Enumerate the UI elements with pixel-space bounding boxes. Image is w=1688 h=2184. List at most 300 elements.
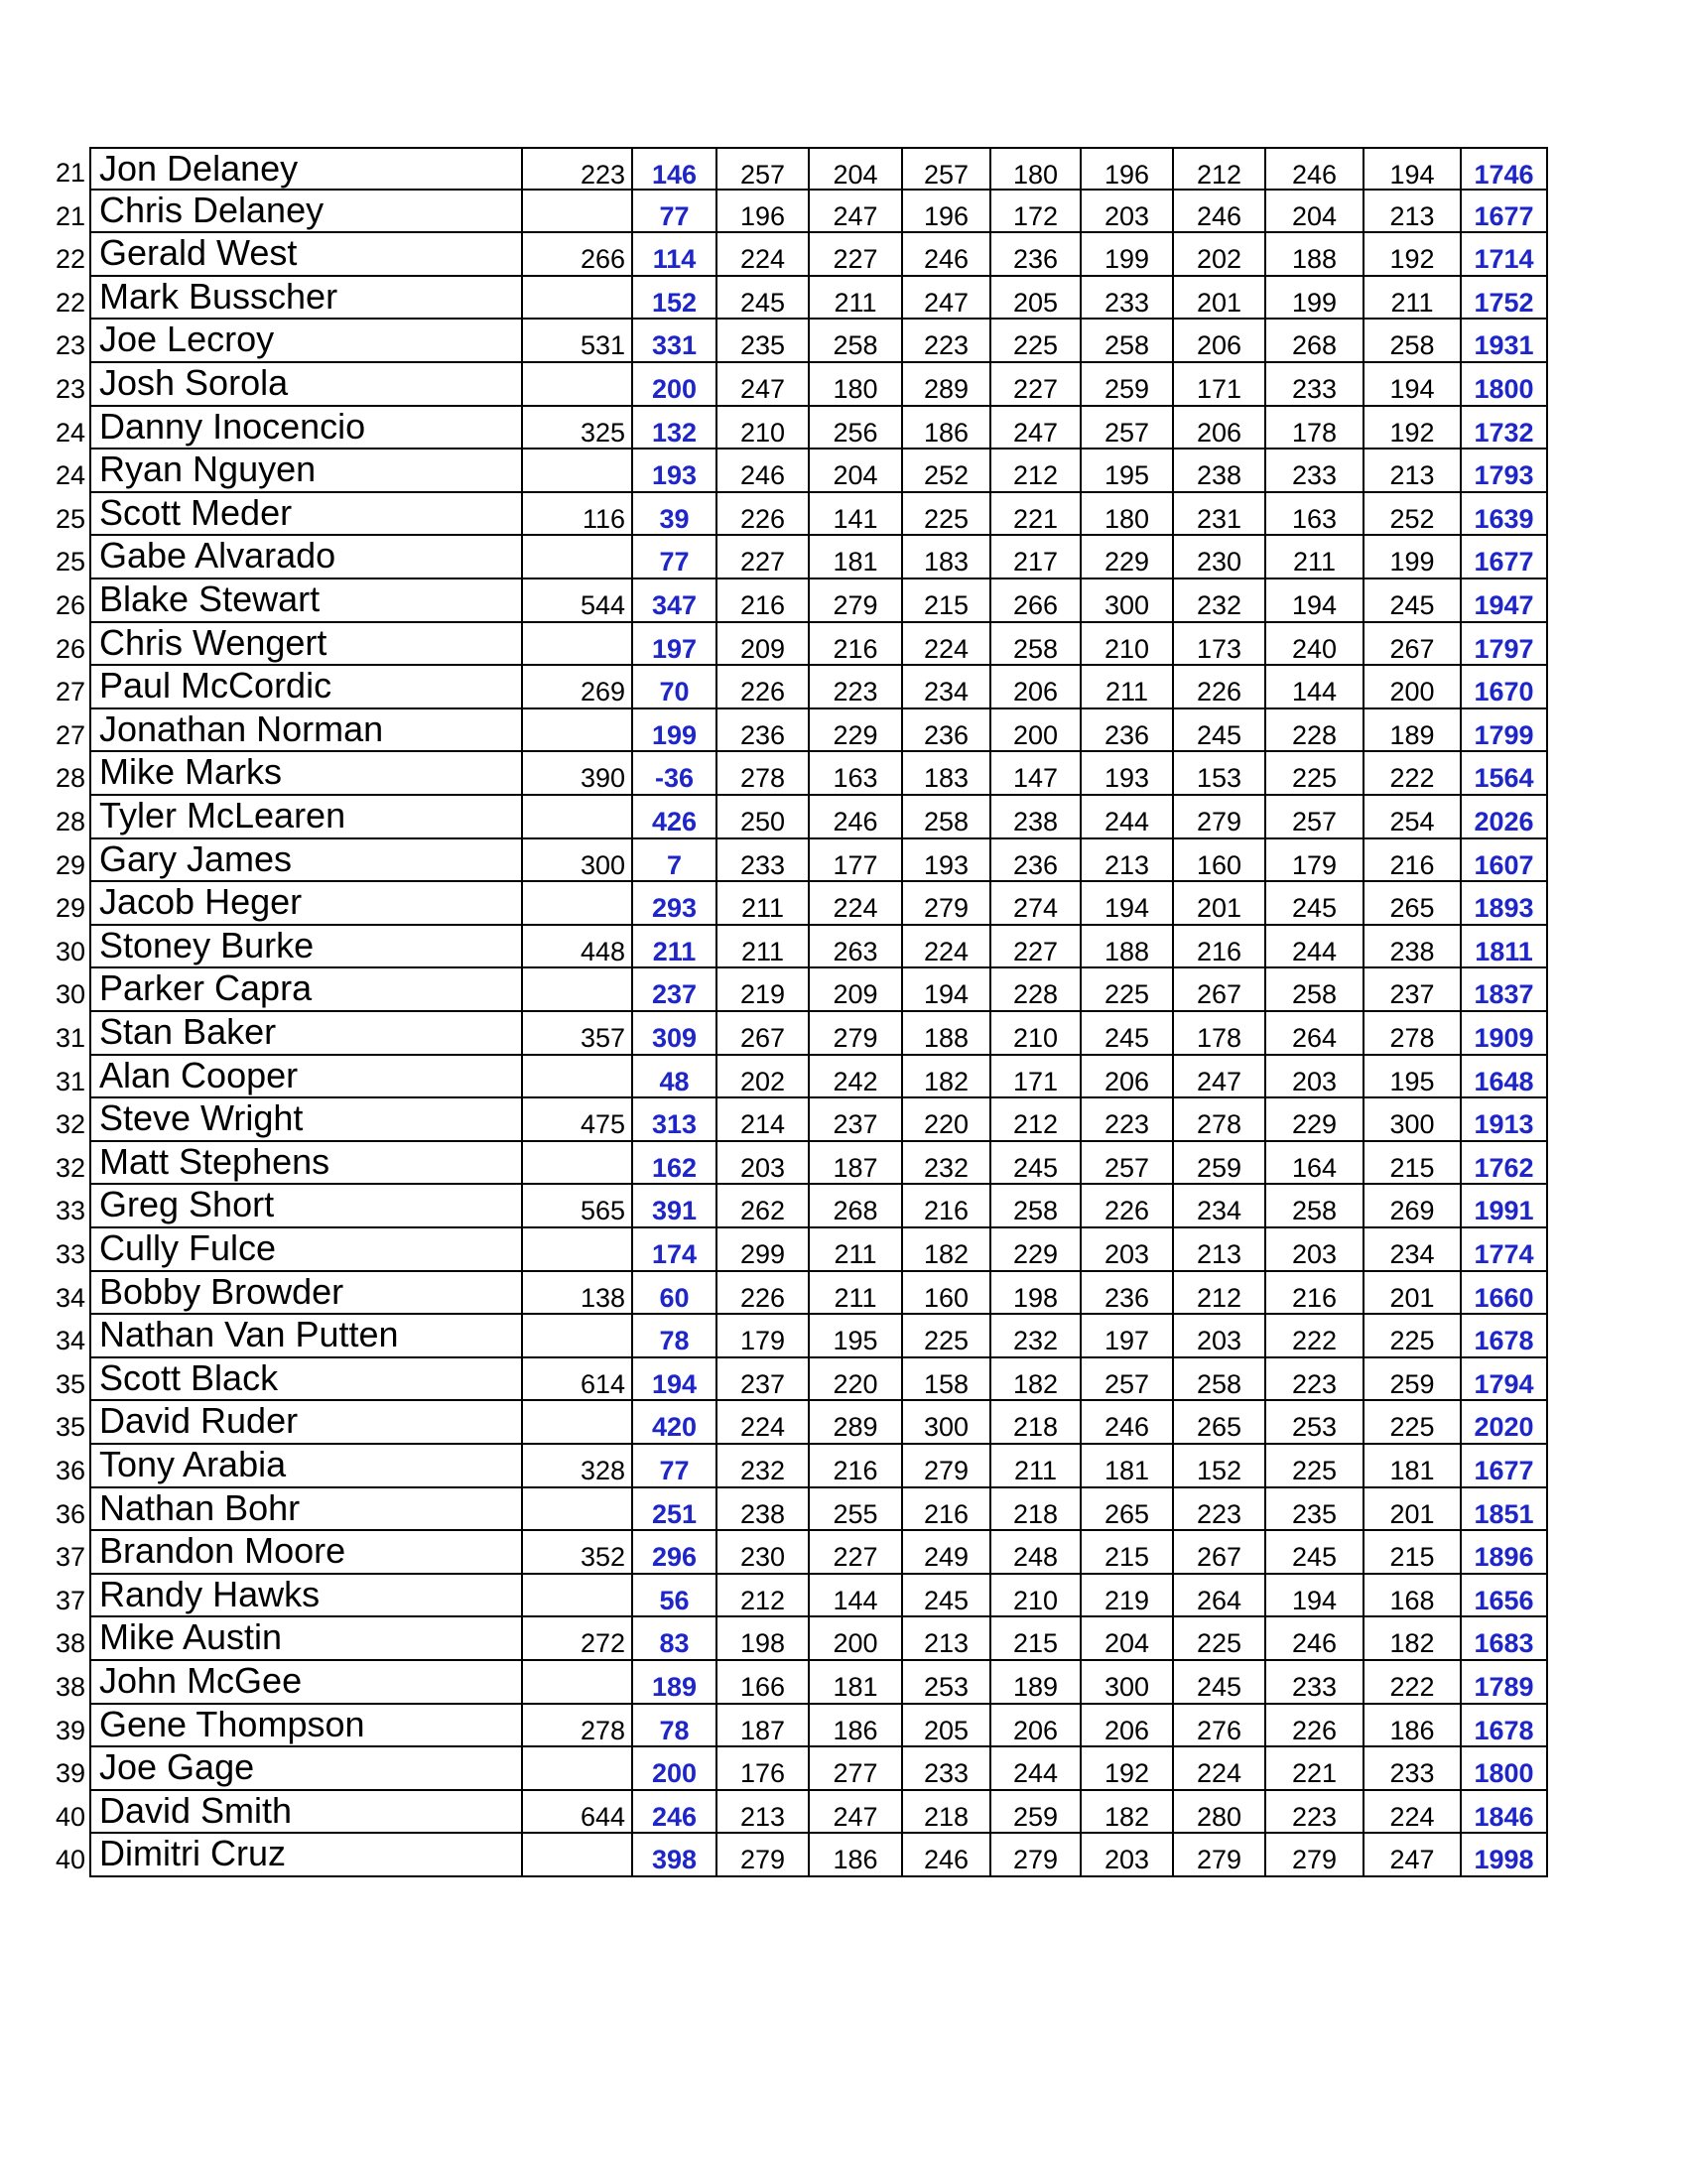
game-score-cell: 209 — [810, 968, 903, 1012]
handicap-cell: 146 — [633, 147, 717, 191]
bowler-name-cell: Joe Gage — [89, 1747, 523, 1791]
handicap-cell: 420 — [633, 1401, 717, 1445]
pair-score-cell: 328 — [523, 1445, 633, 1488]
total-cell: 1714 — [1462, 233, 1548, 277]
game-score-cell: 192 — [1364, 407, 1462, 450]
rank-cell: 21 — [55, 158, 85, 188]
game-score-cell: 245 — [991, 1142, 1082, 1186]
game-score-cell: 204 — [1266, 191, 1364, 234]
table-row — [0, 1056, 1548, 1099]
game-score-cell: 279 — [991, 1834, 1082, 1877]
game-score-cell: 186 — [810, 1834, 903, 1877]
rank-cell: 38 — [55, 1628, 85, 1659]
game-score-cell: 160 — [903, 1272, 991, 1316]
handicap-cell: 296 — [633, 1531, 717, 1575]
game-score-cell: 227 — [991, 363, 1082, 407]
bowler-name-cell: Gene Thompson — [89, 1705, 523, 1748]
table-row — [0, 579, 1548, 623]
game-score-cell: 236 — [991, 233, 1082, 277]
game-score-cell: 214 — [717, 1098, 810, 1142]
game-score-cell: 193 — [1082, 752, 1174, 796]
game-score-cell: 225 — [1174, 1617, 1266, 1661]
bowler-name-cell: Jonathan Norman — [89, 709, 523, 753]
game-score-cell: 268 — [1266, 320, 1364, 363]
game-score-cell: 218 — [903, 1791, 991, 1835]
total-cell: 1746 — [1462, 147, 1548, 191]
game-score-cell: 211 — [717, 882, 810, 926]
rank-cell: 36 — [55, 1456, 85, 1485]
bowler-name-cell: Nathan Bohr — [89, 1488, 523, 1532]
game-score-cell: 166 — [717, 1661, 810, 1705]
game-score-cell: 258 — [1266, 968, 1364, 1012]
game-score-cell: 267 — [1174, 968, 1266, 1012]
game-score-cell: 180 — [1082, 493, 1174, 537]
game-score-cell: 224 — [1364, 1791, 1462, 1835]
game-score-cell: 200 — [991, 709, 1082, 753]
game-score-cell: 246 — [1174, 191, 1266, 234]
game-score-cell: 225 — [1364, 1315, 1462, 1358]
game-score-cell: 258 — [1174, 1358, 1266, 1402]
game-score-cell: 244 — [1082, 796, 1174, 839]
bowler-name-cell: Stan Baker — [89, 1012, 523, 1056]
pair-score-cell — [523, 1228, 633, 1272]
game-score-cell: 250 — [717, 796, 810, 839]
game-score-cell: 176 — [717, 1747, 810, 1791]
bowler-name-cell: Joe Lecroy — [89, 320, 523, 363]
table-row — [0, 407, 1548, 450]
game-score-cell: 242 — [810, 1056, 903, 1099]
game-score-cell: 222 — [1364, 752, 1462, 796]
pair-score-cell: 565 — [523, 1185, 633, 1228]
table-row — [0, 926, 1548, 969]
pair-score-cell — [523, 1142, 633, 1186]
game-score-cell: 202 — [717, 1056, 810, 1099]
total-cell: 2026 — [1462, 796, 1548, 839]
table-row — [0, 1834, 1548, 1877]
game-score-cell: 202 — [1174, 233, 1266, 277]
pair-score-cell: 531 — [523, 320, 633, 363]
table-row — [0, 147, 1548, 191]
game-score-cell: 221 — [991, 493, 1082, 537]
game-score-cell: 234 — [1364, 1228, 1462, 1272]
rank-cell: 27 — [55, 677, 85, 707]
game-score-cell: 247 — [1364, 1834, 1462, 1877]
game-score-cell: 201 — [1174, 277, 1266, 321]
game-score-cell: 216 — [810, 1445, 903, 1488]
game-score-cell: 228 — [991, 968, 1082, 1012]
game-score-cell: 230 — [717, 1531, 810, 1575]
game-score-cell: 216 — [1364, 839, 1462, 883]
bowler-name-cell: Jacob Heger — [89, 882, 523, 926]
game-score-cell: 200 — [1364, 666, 1462, 709]
game-score-cell: 178 — [1266, 407, 1364, 450]
total-cell: 1678 — [1462, 1705, 1548, 1748]
pair-score-cell — [523, 536, 633, 579]
game-score-cell: 200 — [810, 1617, 903, 1661]
game-score-cell: 300 — [903, 1401, 991, 1445]
game-score-cell: 182 — [991, 1358, 1082, 1402]
pair-score-cell: 614 — [523, 1358, 633, 1402]
game-score-cell: 265 — [1174, 1401, 1266, 1445]
handicap-cell: 313 — [633, 1098, 717, 1142]
game-score-cell: 223 — [810, 666, 903, 709]
game-score-cell: 216 — [810, 623, 903, 667]
bowler-name-cell: Brandon Moore — [89, 1531, 523, 1575]
table-row — [0, 233, 1548, 277]
game-score-cell: 195 — [1082, 450, 1174, 493]
game-score-cell: 220 — [810, 1358, 903, 1402]
game-score-cell: 182 — [1364, 1617, 1462, 1661]
game-score-cell: 278 — [717, 752, 810, 796]
game-score-cell: 224 — [810, 882, 903, 926]
game-score-cell: 168 — [1364, 1575, 1462, 1618]
game-score-cell: 189 — [1364, 709, 1462, 753]
handicap-cell: 60 — [633, 1272, 717, 1316]
game-score-cell: 279 — [903, 882, 991, 926]
rank-cell: 26 — [55, 633, 85, 664]
rank-cell: 34 — [55, 1282, 85, 1313]
game-score-cell: 194 — [1364, 147, 1462, 191]
game-score-cell: 278 — [1364, 1012, 1462, 1056]
game-score-cell: 258 — [1082, 320, 1174, 363]
game-score-cell: 171 — [1174, 363, 1266, 407]
game-score-cell: 158 — [903, 1358, 991, 1402]
game-score-cell: 188 — [1266, 233, 1364, 277]
game-score-cell: 181 — [810, 536, 903, 579]
game-score-cell: 258 — [991, 623, 1082, 667]
rank-cell: 26 — [55, 590, 85, 620]
rank-cell: 35 — [55, 1368, 85, 1399]
total-cell: 1677 — [1462, 1445, 1548, 1488]
game-score-cell: 299 — [717, 1228, 810, 1272]
bowler-name-cell: Parker Capra — [89, 968, 523, 1012]
game-score-cell: 222 — [1266, 1315, 1364, 1358]
handicap-cell: 398 — [633, 1834, 717, 1877]
bowler-name-cell: Dimitri Cruz — [89, 1834, 523, 1877]
total-cell: 1800 — [1462, 1747, 1548, 1791]
rank-cell: 28 — [55, 807, 85, 836]
game-score-cell: 188 — [1082, 926, 1174, 969]
total-cell: 1732 — [1462, 407, 1548, 450]
game-score-cell: 223 — [1174, 1488, 1266, 1532]
rank-cell: 37 — [55, 1542, 85, 1573]
table-row — [0, 623, 1548, 667]
game-score-cell: 274 — [991, 882, 1082, 926]
game-score-cell: 188 — [903, 1012, 991, 1056]
rank-cell: 40 — [55, 1801, 85, 1832]
game-score-cell: 232 — [717, 1445, 810, 1488]
rank-cell: 33 — [55, 1239, 85, 1269]
game-score-cell: 235 — [717, 320, 810, 363]
game-score-cell: 227 — [991, 926, 1082, 969]
game-score-cell: 206 — [1082, 1705, 1174, 1748]
game-score-cell: 197 — [1082, 1315, 1174, 1358]
game-score-cell: 181 — [810, 1661, 903, 1705]
game-score-cell: 218 — [991, 1401, 1082, 1445]
game-score-cell: 279 — [810, 1012, 903, 1056]
game-score-cell: 183 — [903, 752, 991, 796]
game-score-cell: 264 — [1266, 1012, 1364, 1056]
bowler-name-cell: Cully Fulce — [89, 1228, 523, 1272]
game-score-cell: 210 — [991, 1012, 1082, 1056]
bowler-name-cell: Nathan Van Putten — [89, 1315, 523, 1358]
game-score-cell: 204 — [810, 147, 903, 191]
handicap-cell: 199 — [633, 709, 717, 753]
game-score-cell: 201 — [1174, 882, 1266, 926]
handicap-cell: 194 — [633, 1358, 717, 1402]
game-score-cell: 233 — [1266, 363, 1364, 407]
game-score-cell: 215 — [1082, 1531, 1174, 1575]
rank-cell: 29 — [55, 849, 85, 880]
handicap-cell: 200 — [633, 363, 717, 407]
game-score-cell: 229 — [991, 1228, 1082, 1272]
table-row — [0, 1012, 1548, 1056]
game-score-cell: 203 — [1082, 191, 1174, 234]
total-cell: 1774 — [1462, 1228, 1548, 1272]
game-score-cell: 267 — [1364, 623, 1462, 667]
game-score-cell: 246 — [1266, 1617, 1364, 1661]
handicap-cell: 39 — [633, 493, 717, 537]
game-score-cell: 179 — [717, 1315, 810, 1358]
total-cell: 1660 — [1462, 1272, 1548, 1316]
pair-score-cell: 116 — [523, 493, 633, 537]
rank-cell: 30 — [55, 936, 85, 966]
game-score-cell: 178 — [1174, 1012, 1266, 1056]
table-row — [0, 968, 1548, 1012]
table-row — [0, 796, 1548, 839]
game-score-cell: 203 — [1082, 1834, 1174, 1877]
total-cell: 1607 — [1462, 839, 1548, 883]
pair-score-cell: 475 — [523, 1098, 633, 1142]
game-score-cell: 201 — [1364, 1272, 1462, 1316]
total-cell: 1670 — [1462, 666, 1548, 709]
bowler-name-cell: Blake Stewart — [89, 579, 523, 623]
pair-score-cell: 272 — [523, 1617, 633, 1661]
game-score-cell: 263 — [810, 926, 903, 969]
pair-score-cell: 644 — [523, 1791, 633, 1835]
table-row — [0, 1445, 1548, 1488]
game-score-cell: 206 — [1174, 320, 1266, 363]
total-cell: 1677 — [1462, 536, 1548, 579]
rank-cell: 32 — [55, 1109, 85, 1140]
game-score-cell: 224 — [1174, 1747, 1266, 1791]
game-score-cell: 211 — [1266, 536, 1364, 579]
pair-score-cell: 223 — [523, 147, 633, 191]
rank-cell: 32 — [55, 1152, 85, 1183]
game-score-cell: 180 — [810, 363, 903, 407]
rank-cell: 22 — [55, 244, 85, 275]
game-score-cell: 233 — [1082, 277, 1174, 321]
game-score-cell: 203 — [717, 1142, 810, 1186]
game-score-cell: 144 — [810, 1575, 903, 1618]
game-score-cell: 209 — [717, 623, 810, 667]
game-score-cell: 217 — [991, 536, 1082, 579]
game-score-cell: 237 — [1364, 968, 1462, 1012]
total-cell: 1656 — [1462, 1575, 1548, 1618]
table-row — [0, 1315, 1548, 1358]
rank-cell: 21 — [55, 200, 85, 231]
game-score-cell: 225 — [1082, 968, 1174, 1012]
pair-score-cell — [523, 1661, 633, 1705]
game-score-cell: 300 — [1082, 1661, 1174, 1705]
table-row — [0, 320, 1548, 363]
game-score-cell: 182 — [903, 1056, 991, 1099]
game-score-cell: 231 — [1174, 493, 1266, 537]
bowler-name-cell: Tony Arabia — [89, 1445, 523, 1488]
handicap-cell: 200 — [633, 1747, 717, 1791]
handicap-cell: 391 — [633, 1185, 717, 1228]
game-score-cell: 152 — [1174, 1445, 1266, 1488]
game-score-cell: 213 — [903, 1617, 991, 1661]
game-score-cell: 224 — [903, 926, 991, 969]
game-score-cell: 194 — [1082, 882, 1174, 926]
game-score-cell: 268 — [810, 1185, 903, 1228]
total-cell: 1947 — [1462, 579, 1548, 623]
total-cell: 1837 — [1462, 968, 1548, 1012]
game-score-cell: 289 — [810, 1401, 903, 1445]
bowler-name-cell: Paul McCordic — [89, 666, 523, 709]
game-score-cell: 212 — [991, 1098, 1082, 1142]
game-score-cell: 164 — [1266, 1142, 1364, 1186]
game-score-cell: 198 — [717, 1617, 810, 1661]
game-score-cell: 233 — [1364, 1747, 1462, 1791]
game-score-cell: 223 — [1266, 1791, 1364, 1835]
game-score-cell: 219 — [1082, 1575, 1174, 1618]
total-cell: 1799 — [1462, 709, 1548, 753]
game-score-cell: 193 — [903, 839, 991, 883]
game-score-cell: 205 — [991, 277, 1082, 321]
game-score-cell: 279 — [1266, 1834, 1364, 1877]
game-score-cell: 246 — [1082, 1401, 1174, 1445]
handicap-cell: 152 — [633, 277, 717, 321]
game-score-cell: 187 — [810, 1142, 903, 1186]
handicap-cell: 246 — [633, 1791, 717, 1835]
game-score-cell: 247 — [717, 363, 810, 407]
game-score-cell: 233 — [903, 1747, 991, 1791]
game-score-cell: 186 — [903, 407, 991, 450]
game-score-cell: 216 — [1174, 926, 1266, 969]
pair-score-cell: 138 — [523, 1272, 633, 1316]
game-score-cell: 141 — [810, 493, 903, 537]
table-row — [0, 277, 1548, 321]
rank-cell: 28 — [55, 763, 85, 794]
game-score-cell: 186 — [1364, 1705, 1462, 1748]
game-score-cell: 195 — [810, 1315, 903, 1358]
game-score-cell: 257 — [1082, 1358, 1174, 1402]
total-cell: 1762 — [1462, 1142, 1548, 1186]
game-score-cell: 223 — [903, 320, 991, 363]
game-score-cell: 223 — [1266, 1358, 1364, 1402]
game-score-cell: 186 — [810, 1705, 903, 1748]
game-score-cell: 224 — [717, 233, 810, 277]
game-score-cell: 264 — [1174, 1575, 1266, 1618]
game-score-cell: 245 — [903, 1575, 991, 1618]
game-score-cell: 245 — [1266, 882, 1364, 926]
game-score-cell: 225 — [1266, 752, 1364, 796]
total-cell: 1846 — [1462, 1791, 1548, 1835]
game-score-cell: 172 — [991, 191, 1082, 234]
bowler-name-cell: Greg Short — [89, 1185, 523, 1228]
game-score-cell: 259 — [1082, 363, 1174, 407]
pair-score-cell: 390 — [523, 752, 633, 796]
game-score-cell: 213 — [717, 1791, 810, 1835]
game-score-cell: 194 — [1266, 579, 1364, 623]
game-score-cell: 232 — [903, 1142, 991, 1186]
pair-score-cell: 266 — [523, 233, 633, 277]
rank-cell: 29 — [55, 893, 85, 924]
table-row — [0, 839, 1548, 883]
game-score-cell: 211 — [1082, 666, 1174, 709]
game-score-cell: 203 — [1266, 1228, 1364, 1272]
handicap-cell: 426 — [633, 796, 717, 839]
game-score-cell: 246 — [903, 233, 991, 277]
bowler-name-cell: Ryan Nguyen — [89, 450, 523, 493]
total-cell: 1851 — [1462, 1488, 1548, 1532]
pair-score-cell: 352 — [523, 1531, 633, 1575]
game-score-cell: 213 — [1364, 191, 1462, 234]
game-score-cell: 237 — [717, 1358, 810, 1402]
game-score-cell: 233 — [1266, 1661, 1364, 1705]
game-score-cell: 225 — [903, 493, 991, 537]
game-score-cell: 192 — [1364, 233, 1462, 277]
game-score-cell: 213 — [1364, 450, 1462, 493]
game-score-cell: 259 — [1364, 1358, 1462, 1402]
game-score-cell: 246 — [717, 450, 810, 493]
pair-score-cell: 325 — [523, 407, 633, 450]
game-score-cell: 220 — [903, 1098, 991, 1142]
game-score-cell: 183 — [903, 536, 991, 579]
table-row — [0, 1705, 1548, 1748]
table-row — [0, 1488, 1548, 1532]
game-score-cell: 219 — [717, 968, 810, 1012]
game-score-cell: 226 — [717, 493, 810, 537]
game-score-cell: 259 — [1174, 1142, 1266, 1186]
game-score-cell: 177 — [810, 839, 903, 883]
bowler-name-cell: Scott Meder — [89, 493, 523, 537]
game-score-cell: 245 — [1364, 579, 1462, 623]
bowler-name-cell: Mark Busscher — [89, 277, 523, 321]
game-score-cell: 181 — [1364, 1445, 1462, 1488]
game-score-cell: 211 — [810, 1272, 903, 1316]
game-score-cell: 258 — [903, 796, 991, 839]
total-cell: 1931 — [1462, 320, 1548, 363]
game-score-cell: 204 — [1082, 1617, 1174, 1661]
game-score-cell: 226 — [1174, 666, 1266, 709]
game-score-cell: 226 — [1266, 1705, 1364, 1748]
pair-score-cell — [523, 1834, 633, 1877]
game-score-cell: 257 — [903, 147, 991, 191]
handicap-cell: 77 — [633, 191, 717, 234]
game-score-cell: 179 — [1266, 839, 1364, 883]
game-score-cell: 206 — [991, 1705, 1082, 1748]
rank-cell: 31 — [55, 1066, 85, 1096]
game-score-cell: 257 — [1082, 407, 1174, 450]
game-score-cell: 236 — [1082, 1272, 1174, 1316]
game-score-cell: 247 — [1174, 1056, 1266, 1099]
game-score-cell: 238 — [717, 1488, 810, 1532]
pair-score-cell — [523, 277, 633, 321]
game-score-cell: 181 — [1082, 1445, 1174, 1488]
bowler-name-cell: Matt Stephens — [89, 1142, 523, 1186]
rank-cell: 23 — [55, 374, 85, 404]
table-row — [0, 1142, 1548, 1186]
pair-score-cell: 300 — [523, 839, 633, 883]
pair-score-cell — [523, 882, 633, 926]
pair-score-cell — [523, 709, 633, 753]
rank-cell: 25 — [55, 503, 85, 534]
game-score-cell: 211 — [810, 277, 903, 321]
game-score-cell: 212 — [991, 450, 1082, 493]
